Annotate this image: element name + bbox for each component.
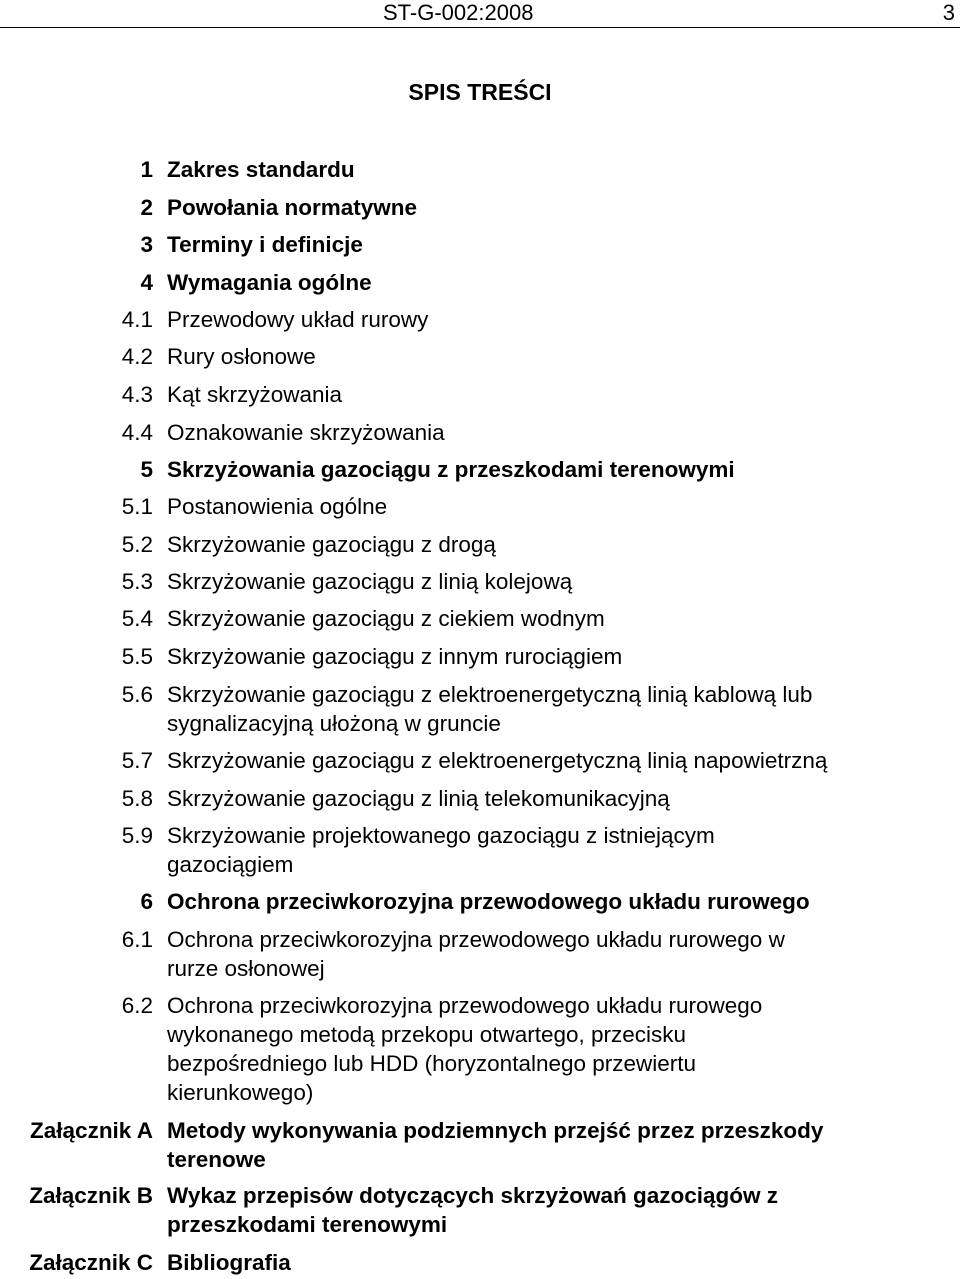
toc-entry-number: 6 — [140, 889, 153, 914]
toc-entry-number: 4 — [140, 270, 153, 295]
toc-entry-text: Skrzyżowanie gazociągu z innym rurociągiem — [167, 644, 623, 669]
toc-entry-text: Skrzyżowanie gazociągu z elektroenergetyczną linią napowietrzną — [167, 748, 828, 773]
toc-entry-number: Załącznik A — [30, 1118, 153, 1143]
toc-entry-text: Postanowienia ogólne — [167, 494, 388, 519]
toc-entry-text: sygnalizacyjną ułożoną w gruncie — [167, 711, 501, 736]
toc-entry — [0, 418, 960, 447]
toc-entry-text: terenowe — [167, 1147, 266, 1172]
toc-entry-text: Ochrona przeciwkorozyjna przewodowego układu rurowego — [167, 889, 810, 914]
toc-entry-number: 5.4 — [121, 606, 153, 631]
toc-entry-number: 4.2 — [121, 344, 153, 369]
toc-entry-number: 5.5 — [121, 644, 153, 669]
toc-entry — [0, 642, 960, 671]
toc-entry-text: Skrzyżowania gazociągu z przeszkodami terenowymi — [167, 457, 735, 482]
toc-entry-number: 1 — [140, 157, 153, 182]
toc-entry-number: Załącznik C — [29, 1250, 153, 1275]
toc-entry-text: Przewodowy układ rurowy — [167, 307, 429, 332]
toc-entry — [0, 1116, 960, 1174]
toc-entry — [0, 1248, 960, 1277]
toc-entry-text: Powołania normatywne — [167, 195, 418, 220]
toc-entry-text: Kąt skrzyżowania — [167, 382, 343, 407]
toc-entry-number: 6.1 — [121, 927, 153, 952]
toc-entry-number: 5.3 — [121, 569, 153, 594]
toc-entry-text: Skrzyżowanie gazociągu z linią telekomunikacyjną — [167, 786, 670, 811]
toc-entry-number: 5 — [140, 457, 153, 482]
toc-entry-number: 5.2 — [121, 532, 153, 557]
toc-entry — [0, 925, 960, 983]
toc-entry — [0, 1181, 960, 1239]
toc-entry-text: Oznakowanie skrzyżowania — [167, 420, 445, 445]
page-number: 3 — [942, 0, 955, 25]
toc-entry-number: 4.1 — [121, 307, 153, 332]
toc-entry-text: Terminy i definicje — [167, 232, 363, 257]
toc-entry — [0, 887, 960, 916]
toc-entry-text: gazociągiem — [167, 852, 294, 877]
toc-entry — [0, 492, 960, 521]
toc-entry-number: 5.1 — [121, 494, 153, 519]
toc-entry — [0, 342, 960, 371]
toc-entry-text: Ochrona przeciwkorozyjna przewodowego układu rurowego — [167, 993, 763, 1018]
toc-entry-text: Wymagania ogólne — [167, 270, 372, 295]
toc-entry — [0, 991, 960, 1107]
toc-entry-text: Rury osłonowe — [167, 344, 316, 369]
toc-entry — [0, 530, 960, 559]
toc-entry-number: 4.4 — [121, 420, 153, 445]
toc-entry — [0, 155, 960, 184]
toc-entry — [0, 305, 960, 334]
toc-entry-text: Skrzyżowanie gazociągu z linią kolejową — [167, 569, 573, 594]
toc-entry-number: 5.6 — [121, 682, 153, 707]
toc-entry-text: Skrzyżowanie gazociągu z ciekiem wodnym — [167, 606, 605, 631]
toc-entry — [0, 821, 960, 879]
toc-entry-text: Zakres standardu — [167, 157, 355, 182]
document-code: ST-G-002:2008 — [383, 0, 534, 25]
toc-entry-text: kierunkowego) — [167, 1080, 314, 1105]
toc-entry — [0, 784, 960, 813]
toc-entry-number: 5.8 — [121, 786, 153, 811]
toc-entry-text: Bibliografia — [167, 1250, 291, 1275]
toc-entry-text: Skrzyżowanie projektowanego gazociągu z istniejącym — [167, 823, 715, 848]
toc-entry-number: 4.3 — [121, 382, 153, 407]
toc-title: SPIS TREŚCI — [408, 79, 552, 105]
toc-entry-text: rurze osłonowej — [167, 956, 325, 981]
toc-entry — [0, 680, 960, 738]
page-header — [0, 0, 960, 28]
toc-entry-number: 2 — [140, 195, 153, 220]
toc-entry — [0, 746, 960, 775]
toc-entry-number: 6.2 — [121, 993, 153, 1018]
toc-entry-number: Załącznik B — [29, 1183, 153, 1208]
toc-entry — [0, 380, 960, 409]
toc-entry-text: Skrzyżowanie gazociągu z drogą — [167, 532, 496, 557]
toc-entry-number: 3 — [140, 232, 153, 257]
toc-entry-text: bezpośredniego lub HDD (horyzontalnego przewiertu — [167, 1051, 697, 1076]
toc-entry-text: Skrzyżowanie gazociągu z elektroenergetyczną linią kablową lub — [167, 682, 813, 707]
toc-entry-number: 5.7 — [121, 748, 153, 773]
toc-entry-number: 5.9 — [121, 823, 153, 848]
toc-entry — [0, 567, 960, 596]
toc-entry-text: Ochrona przeciwkorozyjna przewodowego układu rurowego w — [167, 927, 785, 952]
toc-entry-text: Wykaz przepisów dotyczących skrzyżowań gazociągów z — [167, 1183, 779, 1208]
toc-entry — [0, 455, 960, 484]
toc-entry — [0, 604, 960, 633]
toc-entry-text: wykonanego metodą przekopu otwartego, przecisku — [167, 1022, 687, 1047]
toc-entry — [0, 230, 960, 259]
toc-entry — [0, 268, 960, 297]
toc-entry-text: Metody wykonywania podziemnych przejść przez przeszkody — [167, 1118, 824, 1143]
toc-entry — [0, 193, 960, 222]
toc-entry-text: przeszkodami terenowymi — [167, 1212, 448, 1237]
